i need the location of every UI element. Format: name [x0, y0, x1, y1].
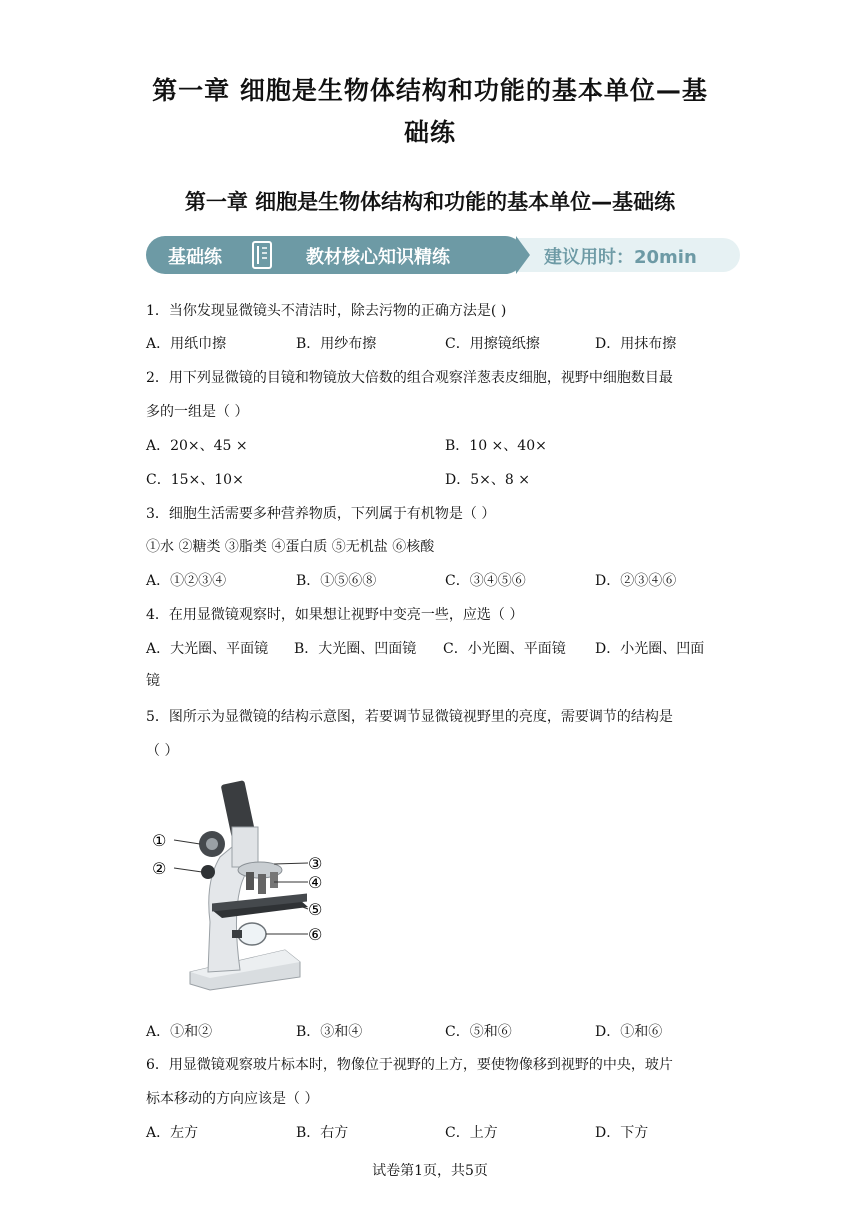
- question-2-line-1: 2．用下列显微镜的目镜和物镜放大倍数的组合观察洋葱表皮细胞，视野中细胞数目最: [146, 370, 673, 386]
- q3-option-a: A．①②③④: [146, 573, 227, 589]
- question-4: 4．在用显微镜观察时，如果想让视野中变亮一些，应选（ ）: [146, 607, 524, 623]
- question-5-line-1: 5．图所示为显微镜的结构示意图，若要调节显微镜视野里的亮度，需要调节的结构是: [146, 709, 673, 725]
- q1-option-a: A．用纸巾擦: [146, 336, 227, 352]
- q5-option-b: B．③和④: [296, 1024, 363, 1040]
- q4-option-b: B．大光圈、凹面镜: [294, 641, 417, 657]
- figure-label-6: ⑥: [308, 925, 323, 944]
- q6-option-b: B．右方: [296, 1125, 349, 1141]
- question-1: 1．当你发现显微镜头不清洁时，除去污物的正确方法是( ): [146, 303, 507, 319]
- q4-option-a: A．大光圈、平面镜: [146, 641, 269, 657]
- q6-option-a: A．左方: [146, 1125, 199, 1141]
- q2-option-d: D．5×、8 ×: [445, 472, 530, 488]
- q6-option-c: C．上方: [445, 1125, 498, 1141]
- q1-option-b: B．用纱布擦: [296, 336, 377, 352]
- main-title: [120, 70, 740, 154]
- ruler-book-icon: [251, 240, 273, 274]
- page-footer: 试卷第1页，共5页: [372, 1163, 488, 1179]
- q2-option-b: B．10 ×、40×: [445, 438, 547, 454]
- figure-label-4: ④: [308, 873, 323, 892]
- question-3: 3．细胞生活需要多种营养物质，下列属于有机物是（ ）: [146, 506, 496, 522]
- figure-label-3: ③: [308, 854, 323, 873]
- q4-option-c: C．小光圈、平面镜: [443, 641, 566, 657]
- q1-option-d: D．用抹布擦: [595, 336, 677, 352]
- figure-label-5: ⑤: [308, 900, 323, 919]
- question-2-line-2: 多的一组是（ ）: [146, 404, 249, 420]
- question-5-line-2: （ ）: [146, 743, 179, 759]
- banner-label-basic: 基础练: [168, 247, 222, 268]
- q5-option-d: D．①和⑥: [595, 1024, 663, 1040]
- q5-option-c: C．⑤和⑥: [445, 1024, 512, 1040]
- q2-option-a: A．20×、45 ×: [146, 438, 248, 454]
- q3-option-c: C．③④⑤⑥: [445, 573, 526, 589]
- banner-label-practice: 教材核心知识精练: [306, 247, 450, 268]
- q1-option-c: C．用擦镜纸擦: [445, 336, 540, 352]
- figure-label-2: ②: [152, 859, 167, 878]
- microscope-figure: [150, 772, 340, 996]
- question-3-items: ①水 ②糖类 ③脂类 ④蛋白质 ⑤无机盐 ⑥核酸: [146, 539, 435, 555]
- q2-option-c: C．15×、10×: [146, 472, 244, 488]
- q3-option-d: D．②③④⑥: [595, 573, 677, 589]
- figure-label-1: ①: [152, 831, 167, 850]
- section-banner: [146, 236, 740, 274]
- q3-option-b: B．①⑤⑥⑧: [296, 573, 377, 589]
- q5-option-a: A．①和②: [146, 1024, 213, 1040]
- question-6-line-1: 6．用显微镜观察玻片标本时，物像位于视野的上方，要使物像移到视野的中央，玻片: [146, 1057, 673, 1073]
- question-6-line-2: 标本移动的方向应该是（ ）: [146, 1091, 319, 1107]
- q6-option-d: D．下方: [595, 1125, 649, 1141]
- main-title-line-2: 础练: [403, 118, 456, 147]
- q4-option-d-wrap: 镜: [146, 673, 160, 689]
- banner-label-time: 建议用时：20min: [544, 247, 697, 268]
- main-title-line-1: 第一章 细胞是生物体结构和功能的基本单位—基: [152, 76, 708, 105]
- q4-option-d: D．小光圈、凹面: [595, 641, 705, 657]
- subtitle: 第一章 细胞是生物体结构和功能的基本单位—基础练: [184, 190, 676, 214]
